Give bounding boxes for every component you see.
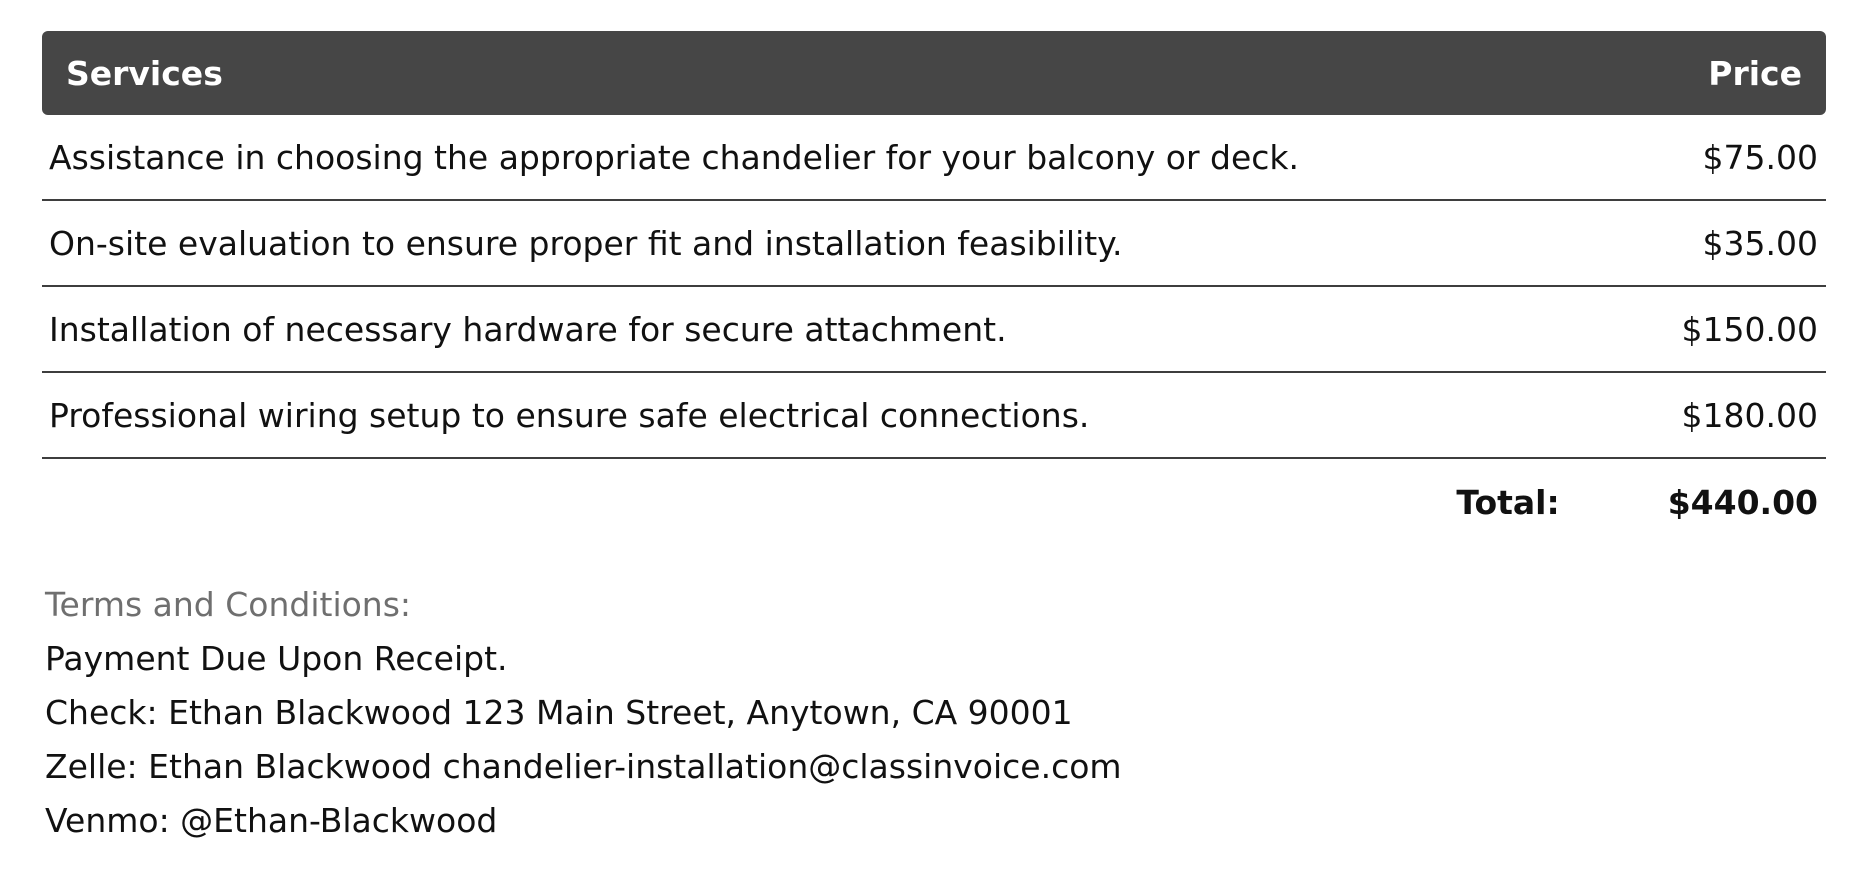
service-description: On-site evaluation to ensure proper fit and installation feasibility. (49, 223, 1123, 263)
service-description: Installation of necessary hardware for secure attachment. (49, 309, 1007, 349)
table-header (42, 31, 1826, 115)
venmo-payment-text: Venmo: @Ethan-Blackwood (45, 801, 498, 840)
terms-section (45, 578, 1122, 848)
service-price: $35.00 (1702, 223, 1818, 263)
table-row (42, 373, 1826, 459)
payment-due-text: Payment Due Upon Receipt. (45, 639, 508, 678)
check-payment-text: Check: Ethan Blackwood 123 Main Street, Anytown, CA 90001 (45, 693, 1073, 732)
table-row (42, 115, 1826, 201)
service-description: Assistance in choosing the appropriate chandelier for your balcony or deck. (49, 137, 1300, 177)
total-value: $440.00 (1667, 482, 1818, 522)
total-label: Total: (1456, 482, 1560, 522)
table-row (42, 287, 1826, 373)
total-row (42, 459, 1826, 545)
services-table (42, 31, 1826, 545)
terms-title: Terms and Conditions: (45, 585, 412, 624)
service-price: $180.00 (1681, 395, 1818, 435)
service-description: Professional wiring setup to ensure safe electrical connections. (49, 395, 1090, 435)
service-price: $150.00 (1681, 309, 1818, 349)
table-row (42, 201, 1826, 287)
service-price: $75.00 (1702, 137, 1818, 177)
services-column-header: Services (66, 53, 223, 93)
zelle-payment-text: Zelle: Ethan Blackwood chandelier-installation@classinvoice.com (45, 747, 1122, 786)
price-column-header: Price (1708, 53, 1802, 93)
